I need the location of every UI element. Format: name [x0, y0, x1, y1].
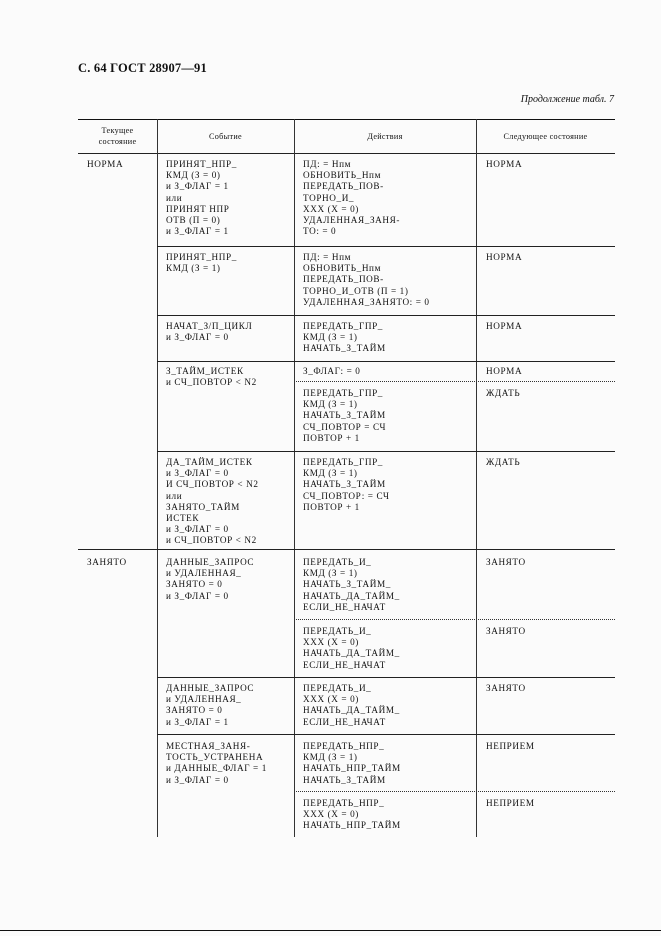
current-state-cell: ЗАНЯТО [87, 557, 127, 567]
row-separator [157, 734, 615, 735]
next-state-cell-alt: НЕПРИЕМ [486, 798, 535, 808]
event-cell: ДАННЫЕ_ЗАПРОС и УДАЛЕННАЯ_ ЗАНЯТО = 0 и З_ФЛАГ = 0 [166, 557, 255, 601]
row-separator [157, 246, 615, 247]
event-cell: ДАННЫЕ_ЗАПРОС и УДАЛЕННАЯ_ ЗАНЯТО = 0 и З_ФЛАГ = 1 [166, 683, 255, 727]
event-cell: З_ТАЙМ_ИСТЕК и СЧ_ПОВТОР < N2 [166, 366, 257, 388]
next-state-cell-alt: ЗАНЯТО [486, 626, 526, 636]
action-cell-alt: ПЕРЕДАТЬ_И_ ХХХ (Х = 0) НАЧАТЬ_ДА_ТАЙМ_ ЕСЛИ_НЕ_НАЧАТ [303, 626, 400, 670]
next-state-cell-alt: ЖДАТЬ [486, 388, 521, 398]
next-state-cell: ЖДАТЬ [486, 457, 521, 467]
next-state-cell: НОРМА [486, 366, 523, 376]
header-event: Событие [209, 132, 242, 141]
subrow-dotted-separator [294, 791, 615, 792]
action-cell-alt: ПЕРЕДАТЬ_ГПР_ КМД (З = 1) НАЧАТЬ_З_ТАЙМ СЧ_ПОВТОР = СЧ ПОВТОР + 1 [303, 388, 387, 443]
page-header: С. 64 ГОСТ 28907—91 [78, 61, 207, 75]
column-divider-3 [476, 119, 477, 837]
event-cell: ПРИНЯТ_НПР_ КМД (З = 1) [166, 252, 237, 274]
next-state-cell: ЗАНЯТО [486, 557, 526, 567]
next-state-cell: НОРМА [486, 321, 523, 331]
header-next-state: Следующее состояние [503, 132, 588, 141]
action-cell: ПЕРЕДАТЬ_НПР_ КМД (З = 1) НАЧАТЬ_НПР_ТАЙМ НАЧАТЬ_З_ТАЙМ [303, 741, 401, 785]
table-header-rule [78, 153, 615, 154]
header-current-state: Текущее состояние [98, 126, 137, 146]
current-state-cell: НОРМА [87, 159, 124, 169]
column-divider-2 [294, 119, 295, 837]
column-divider-1 [157, 119, 158, 837]
action-cell: ПЕРЕДАТЬ_ГПР_ КМД (З = 1) НАЧАТЬ_З_ТАЙМ СЧ_ПОВТОР: = СЧ ПОВТОР + 1 [303, 457, 390, 512]
action-cell: З_ФЛАГ: = 0 [303, 366, 361, 376]
next-state-cell: НОРМА [486, 159, 523, 169]
row-separator [157, 315, 615, 316]
table-top-rule [78, 119, 615, 120]
page-bottom-edge [0, 930, 661, 931]
action-cell: ПД: = Нпм ОБНОВИТЬ_Нпм ПЕРЕДАТЬ_ПОВ- ТОРНО_И_ОТВ (П = 1) УДАЛЕННАЯ_ЗАНЯТО: = 0 [303, 252, 430, 307]
action-cell: ПЕРЕДАТЬ_И_ ХХХ (Х = 0) НАЧАТЬ_ДА_ТАЙМ_ ЕСЛИ_НЕ_НАЧАТ [303, 683, 400, 727]
event-cell: ДА_ТАЙМ_ИСТЕК и З_ФЛАГ = 0 И СЧ_ПОВТОР < N2 или ЗАНЯТО_ТАЙМ ИСТЕК и З_ФЛАГ = 0 и СЧ_ПОВТОР < N2 [166, 457, 259, 546]
action-cell: ПЕРЕДАТЬ_И_ КМД (З = 1) НАЧАТЬ_З_ТАЙМ_ НАЧАТЬ_ДА_ТАЙМ_ ЕСЛИ_НЕ_НАЧАТ [303, 557, 400, 612]
next-state-cell: ЗАНЯТО [486, 683, 526, 693]
action-cell-alt: ПЕРЕДАТЬ_НПР_ ХХХ (Х = 0) НАЧАТЬ_НПР_ТАЙМ [303, 798, 401, 831]
row-separator [157, 677, 615, 678]
next-state-cell: НОРМА [486, 252, 523, 262]
action-cell: ПД: = Нпм ОБНОВИТЬ_Нпм ПЕРЕДАТЬ_ПОВ- ТОРНО_И_ ХХХ (Х = 0) УДАЛЕННАЯ_ЗАНЯ- ТО: = 0 [303, 159, 401, 237]
action-cell: ПЕРЕДАТЬ_ГПР_ КМД (З = 1) НАЧАТЬ_З_ТАЙМ [303, 321, 386, 354]
subrow-dotted-separator [294, 381, 615, 382]
event-cell: НАЧАТ_З/П_ЦИКЛ и З_ФЛАГ = 0 [166, 321, 253, 343]
header-actions: Действия [367, 132, 403, 141]
row-separator-full [78, 549, 615, 550]
subrow-dotted-separator [294, 619, 615, 620]
next-state-cell: НЕПРИЕМ [486, 741, 535, 751]
event-cell: ПРИНЯТ_НПР_ КМД (З = 0) и З_ФЛАГ = 1 или ПРИНЯТ НПР ОТВ (П = 0) и З_ФЛАГ = 1 [166, 159, 237, 237]
row-separator [157, 451, 615, 452]
table-continuation-label: Продолжение табл. 7 [520, 94, 614, 105]
row-separator [157, 361, 615, 362]
event-cell: МЕСТНАЯ_ЗАНЯ- ТОСТЬ_УСТРАНЕНА и ДАННЫЕ_ФЛАГ = 1 и З_ФЛАГ = 0 [166, 741, 267, 785]
